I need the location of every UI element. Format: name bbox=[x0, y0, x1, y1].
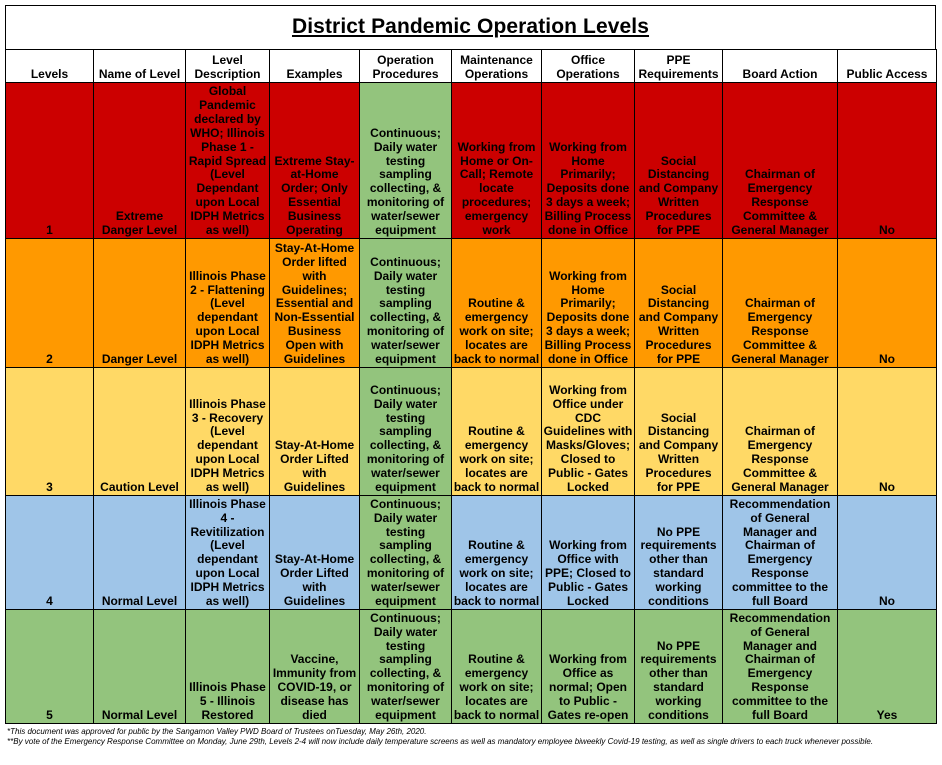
maintenance-operations-cell: Working from Home or On-Call; Remote locate procedures; emergency work bbox=[452, 83, 542, 239]
examples-cell: Stay-At-Home Order lifted with Guidelines; Essential and Non-Essential Business Open with Guidelines bbox=[270, 239, 360, 368]
level-name-cell: Extreme Danger Level bbox=[94, 83, 186, 239]
office-operations-cell: Working from Office as normal; Open to Public - Gates re-open bbox=[542, 610, 635, 724]
header-name-of-level: Name of Level bbox=[94, 50, 186, 83]
ppe-requirements-cell: Social Distancing and Company Written Procedures for PPE bbox=[635, 368, 723, 496]
header-row bbox=[6, 50, 937, 83]
operation-procedures-cell: Continuous; Daily water testing sampling collecting, & monitoring of water/sewer equipment bbox=[360, 368, 452, 496]
level-description-cell: Illinois Phase 3 - Recovery (Level dependant upon Local IDPH Metrics as well) bbox=[186, 368, 270, 496]
level-description-cell: Illinois Phase 4 - Revitilization (Level dependant upon Local IDPH Metrics as well) bbox=[186, 496, 270, 610]
footnote-committee-vote: **By vote of the Emergency Response Committee on Monday, June 29th, Levels 2-4 will now include daily temperature screens as well as mandatory employee biweekly Covid-19 testing, as well as single drivers to each truck whenever possible. bbox=[7, 737, 874, 746]
examples-cell: Stay-At-Home Order Lifted with Guidelines bbox=[270, 368, 360, 496]
ppe-requirements-cell: No PPE requirements other than standard working conditions bbox=[635, 496, 723, 610]
office-operations-cell: Working from Office with PPE; Closed to Public - Gates Locked bbox=[542, 496, 635, 610]
level-number-cell: 2 bbox=[6, 239, 94, 368]
ppe-requirements-cell: No PPE requirements other than standard working conditions bbox=[635, 610, 723, 724]
office-operations-cell: Working from Home Primarily; Deposits done 3 days a week; Billing Process done in Office bbox=[542, 239, 635, 368]
examples-cell: Extreme Stay-at-Home Order; Only Essential Business Operating bbox=[270, 83, 360, 239]
level-description-cell: Illinois Phase 5 - Illinois Restored bbox=[186, 610, 270, 724]
header-examples: Examples bbox=[270, 50, 360, 83]
board-action-cell: Chairman of Emergency Response Committee & General Manager bbox=[723, 239, 838, 368]
table-row bbox=[6, 83, 937, 239]
board-action-cell: Recommendation of General Manager and Chairman of Emergency Response committee to the full Board bbox=[723, 496, 838, 610]
table-row bbox=[6, 610, 937, 724]
header-level-description: Level Description bbox=[186, 50, 270, 83]
footnote-approval: *This document was approved for public by the Sangamon Valley PWD Board of Trustees onTuesday, May 26th, 2020. bbox=[7, 727, 427, 736]
public-access-cell: No bbox=[838, 239, 937, 368]
header-maintenance-operations: Maintenance Operations bbox=[452, 50, 542, 83]
level-name-cell: Danger Level bbox=[94, 239, 186, 368]
header-ppe-requirements: PPE Requirements bbox=[635, 50, 723, 83]
operation-procedures-cell: Continuous; Daily water testing sampling collecting, & monitoring of water/sewer equipment bbox=[360, 496, 452, 610]
office-operations-cell: Working from Office under CDC Guidelines with Masks/Gloves; Closed to Public - Gates Locked bbox=[542, 368, 635, 496]
header-office-operations: Office Operations bbox=[542, 50, 635, 83]
title-row bbox=[5, 5, 936, 50]
level-name-cell: Normal Level bbox=[94, 496, 186, 610]
public-access-cell: No bbox=[838, 83, 937, 239]
examples-cell: Stay-At-Home Order Lifted with Guidelines bbox=[270, 496, 360, 610]
header-board-action: Board Action bbox=[723, 50, 838, 83]
public-access-cell: No bbox=[838, 368, 937, 496]
maintenance-operations-cell: Routine & emergency work on site; locates are back to normal bbox=[452, 610, 542, 724]
operation-procedures-cell: Continuous; Daily water testing sampling collecting, & monitoring of water/sewer equipment bbox=[360, 239, 452, 368]
examples-cell: Vaccine, Immunity from COVID-19, or disease has died bbox=[270, 610, 360, 724]
maintenance-operations-cell: Routine & emergency work on site; locates are back to normal bbox=[452, 239, 542, 368]
page-title: District Pandemic Operation Levels bbox=[291, 15, 650, 38]
ppe-requirements-cell: Social Distancing and Company Written Procedures for PPE bbox=[635, 239, 723, 368]
board-action-cell: Chairman of Emergency Response Committee & General Manager bbox=[723, 368, 838, 496]
level-name-cell: Caution Level bbox=[94, 368, 186, 496]
level-description-cell: Global Pandemic declared by WHO; Illinois Phase 1 - Rapid Spread (Level Dependant upon Local IDPH Metrics as well) bbox=[186, 83, 270, 239]
table-row bbox=[6, 368, 937, 496]
level-number-cell: 1 bbox=[6, 83, 94, 239]
maintenance-operations-cell: Routine & emergency work on site; locates are back to normal bbox=[452, 368, 542, 496]
level-description-cell: Illinois Phase 2 - Flattening (Level dependant upon Local IDPH Metrics as well) bbox=[186, 239, 270, 368]
ppe-requirements-cell: Social Distancing and Company Written Procedures for PPE bbox=[635, 83, 723, 239]
header-operation-procedures: Operation Procedures bbox=[360, 50, 452, 83]
level-number-cell: 5 bbox=[6, 610, 94, 724]
level-name-cell: Normal Level bbox=[94, 610, 186, 724]
public-access-cell: Yes bbox=[838, 610, 937, 724]
operation-procedures-cell: Continuous; Daily water testing sampling collecting, & monitoring of water/sewer equipment bbox=[360, 83, 452, 239]
levels-table bbox=[5, 49, 937, 724]
header-public-access: Public Access bbox=[838, 50, 937, 83]
table-row bbox=[6, 496, 937, 610]
board-action-cell: Chairman of Emergency Response Committee & General Manager bbox=[723, 83, 838, 239]
office-operations-cell: Working from Home Primarily; Deposits done 3 days a week; Billing Process done in Office bbox=[542, 83, 635, 239]
board-action-cell: Recommendation of General Manager and Chairman of Emergency Response committee to the full Board bbox=[723, 610, 838, 724]
operation-procedures-cell: Continuous; Daily water testing sampling collecting, & monitoring of water/sewer equipment bbox=[360, 610, 452, 724]
table-row bbox=[6, 239, 937, 368]
maintenance-operations-cell: Routine & emergency work on site; locates are back to normal bbox=[452, 496, 542, 610]
level-number-cell: 4 bbox=[6, 496, 94, 610]
public-access-cell: No bbox=[838, 496, 937, 610]
level-number-cell: 3 bbox=[6, 368, 94, 496]
header-levels: Levels bbox=[6, 50, 94, 83]
